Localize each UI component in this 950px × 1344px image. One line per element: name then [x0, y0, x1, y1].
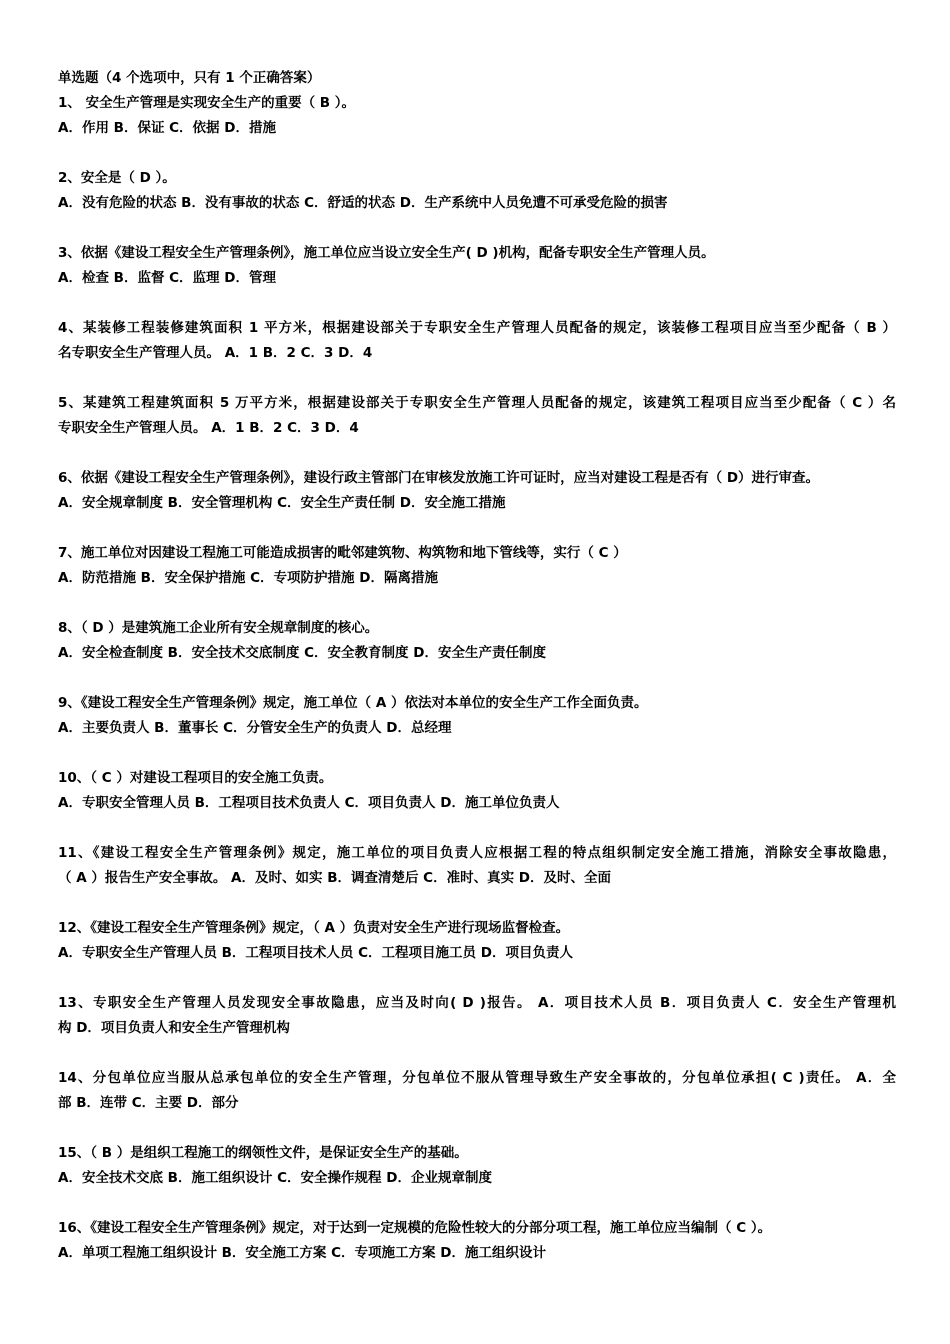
question-14 [58, 1066, 896, 1116]
question-continuation: （ A ）报告生产安全事故。 A．及时、如实 B．调查清楚后 C．准时、真实 D．及时、全面 [58, 870, 611, 886]
question-16 [58, 1216, 896, 1266]
question-9 [58, 691, 896, 741]
question-options: A．安全技术交底 B．施工组织设计 C．安全操作规程 D．企业规章制度 [58, 1170, 492, 1186]
question-options: A．检查 B．监督 C．监理 D．管理 [58, 270, 276, 286]
question-8 [58, 616, 896, 666]
question-4 [58, 316, 896, 366]
question-15 [58, 1141, 896, 1191]
question-text: 7、施工单位对因建设工程施工可能造成损害的毗邻建筑物、构筑物和地下管线等，实行（ C ） [58, 545, 627, 561]
question-options: A．主要负责人 B．董事长 C．分管安全生产的负责人 D．总经理 [58, 720, 452, 736]
question-continuation: 部 B．连带 C．主要 D．部分 [58, 1095, 239, 1111]
question-options: A．安全检查制度 B．安全技术交底制度 C．安全教育制度 D．安全生产责任制度 [58, 645, 546, 661]
question-13 [58, 991, 896, 1041]
question-text: 15、（ B ）是组织工程施工的纲领性文件，是保证安全生产的基础。 [58, 1145, 468, 1161]
question-text: 13、专职安全生产管理人员发现安全事故隐患，应当及时向( D )报告。 A．项目技术人员 B．项目负责人 C．安全生产管理机 [58, 995, 896, 1011]
question-1 [58, 91, 896, 141]
question-11 [58, 841, 896, 891]
question-options: A．防范措施 B．安全保护措施 C．专项防护措施 D．隔离措施 [58, 570, 438, 586]
question-text: 6、依据《建设工程安全生产管理条例》，建设行政主管部门在审核发放施工许可证时，应当对建设工程是否有（ D）进行审查。 [58, 470, 820, 486]
question-text: 4、某装修工程装修建筑面积 1 平方米，根据建设部关于专职安全生产管理人员配备的规定，该装修工程项目应当至少配备（ B ） [58, 320, 896, 336]
question-continuation: 专职安全生产管理人员。 A．1 B．2 C．3 D．4 [58, 420, 359, 436]
question-options: A．专职安全管理人员 B．工程项目技术负责人 C．项目负责人 D．施工单位负责人 [58, 795, 560, 811]
question-continuation: 名专职安全生产管理人员。 A．1 B．2 C．3 D．4 [58, 345, 373, 361]
question-options: A．作用 B．保证 C．依据 D．措施 [58, 120, 276, 136]
question-2 [58, 166, 896, 216]
question-continuation: 构 D．项目负责人和安全生产管理机构 [58, 1020, 290, 1036]
question-options: A．单项工程施工组织设计 B．安全施工方案 C．专项施工方案 D．施工组织设计 [58, 1245, 546, 1261]
question-text: 14、分包单位应当服从总承包单位的安全生产管理，分包单位不服从管理导致生产安全事故的，分包单位承担( C )责任。 A．全 [58, 1070, 896, 1086]
question-options: A．专职安全生产管理人员 B．工程项目技术人员 C．工程项目施工员 D．项目负责人 [58, 945, 573, 961]
question-text: 3、依据《建设工程安全生产管理条例》，施工单位应当设立安全生产( D )机构，配备专职安全生产管理人员。 [58, 245, 715, 261]
question-7 [58, 541, 896, 591]
question-options: A．没有危险的状态 B．没有事故的状态 C．舒适的状态 D．生产系统中人员免遭不可承受危险的损害 [58, 195, 668, 211]
question-options: A．安全规章制度 B．安全管理机构 C．安全生产责任制 D．安全施工措施 [58, 495, 506, 511]
question-10 [58, 766, 896, 816]
question-text: 11、《建设工程安全生产管理条例》规定，施工单位的项目负责人应根据工程的特点组织制定安全施工措施，消除安全事故隐患， [58, 845, 896, 861]
question-text: 5、某建筑工程建筑面积 5 万平方米，根据建设部关于专职安全生产管理人员配备的规定，该建筑工程项目应当至少配备（ C ）名 [58, 395, 896, 411]
question-12 [58, 916, 896, 966]
question-text: 2、安全是（ D ）。 [58, 170, 176, 186]
question-text: 8、（ D ）是建筑施工企业所有安全规章制度的核心。 [58, 620, 379, 636]
question-5 [58, 391, 896, 441]
question-text: 9、《建设工程安全生产管理条例》规定，施工单位（ A ）依法对本单位的安全生产工作全面负责。 [58, 695, 648, 711]
question-text: 12、《建设工程安全生产管理条例》规定，（ A ）负责对安全生产进行现场监督检查。 [58, 920, 570, 936]
question-text: 10、（ C ）对建设工程项目的安全施工负责。 [58, 770, 333, 786]
document-page [58, 66, 896, 1291]
section-heading: 单选题（4 个选项中，只有 1 个正确答案） [58, 70, 321, 86]
question-6 [58, 466, 896, 516]
question-text: 16、《建设工程安全生产管理条例》规定，对于达到一定规模的危险性较大的分部分项工程，施工单位应当编制（ C ）。 [58, 1220, 772, 1236]
question-text: 1、 安全生产管理是实现安全生产的重要（ B ）。 [58, 95, 356, 111]
question-3 [58, 241, 896, 291]
